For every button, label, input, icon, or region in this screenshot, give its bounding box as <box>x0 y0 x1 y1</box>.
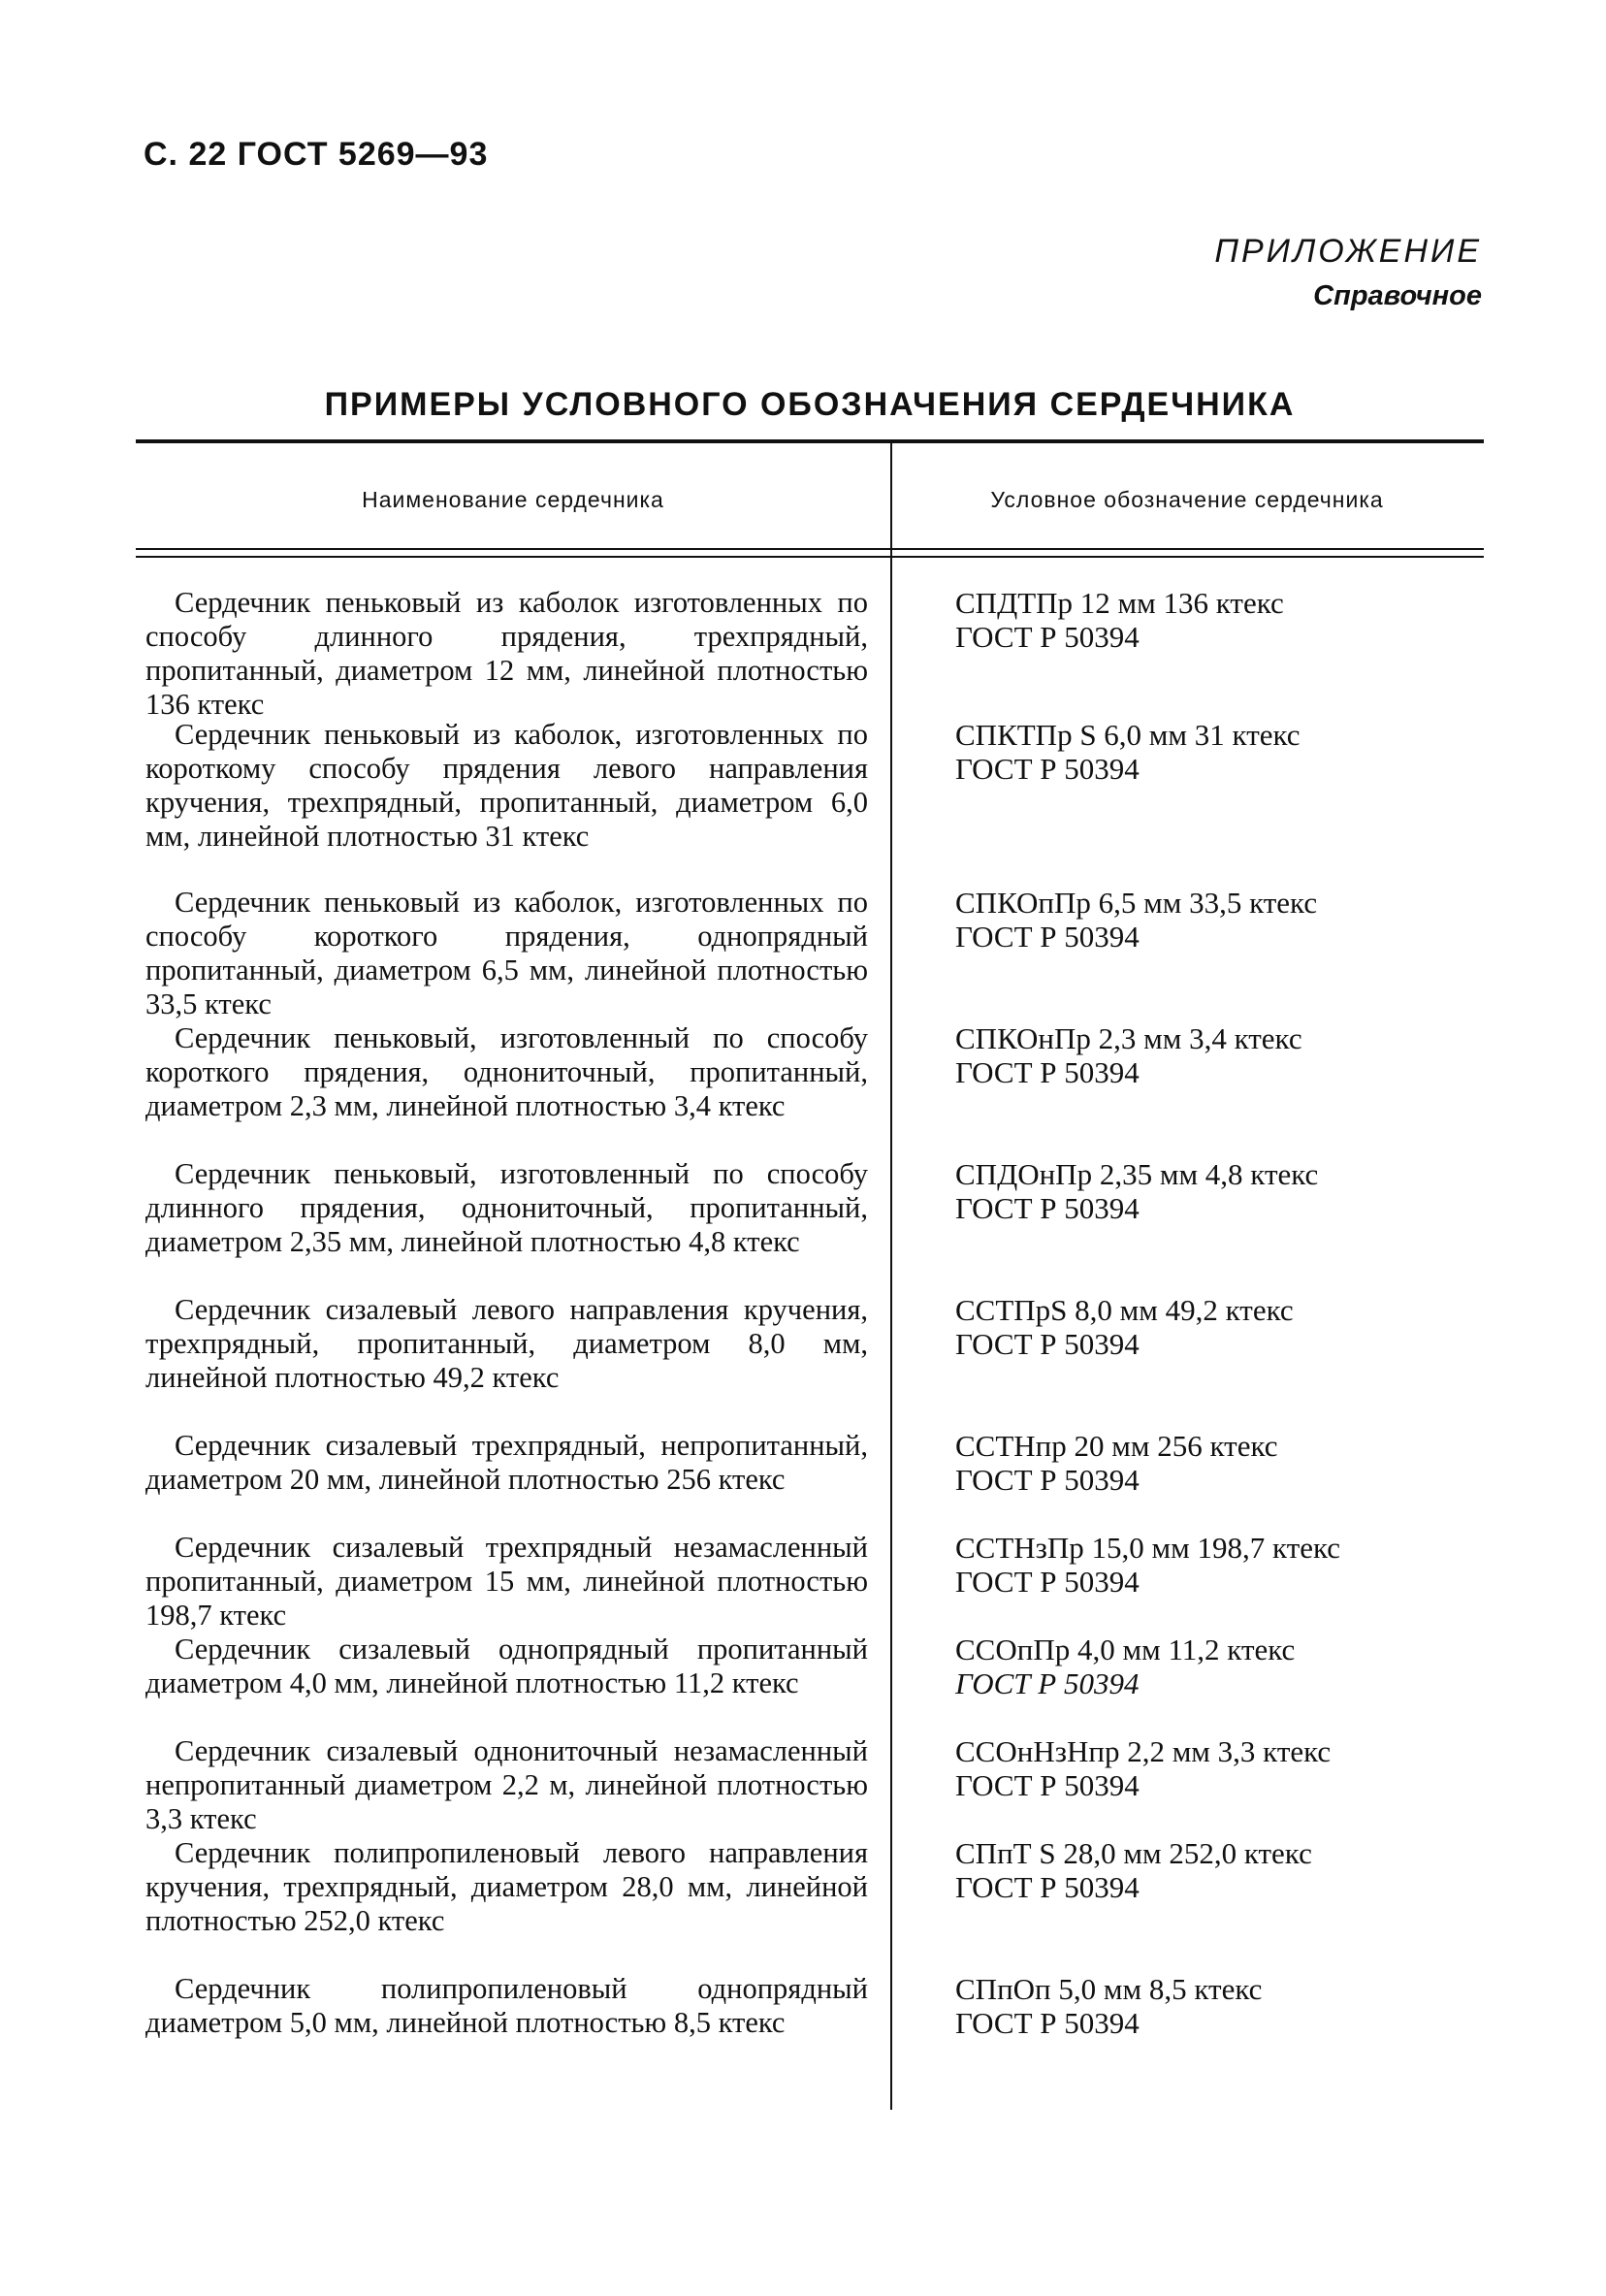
core-name: Сердечник сизалевый трехпрядный, непропитанный, диаметром 20 мм, линейной плотностью 256 ктекс <box>145 1429 868 1496</box>
appendix-label <box>1214 233 1482 312</box>
table-row <box>0 1429 1606 1531</box>
core-name: Сердечник полипропиленовый однопрядный диаметром 5,0 мм, линейной плотностью 8,5 ктекс <box>145 1972 868 2039</box>
designation-code: ССОпПр 4,0 мм 11,2 ктекс <box>955 1633 1296 1666</box>
designation-code: СПДОнПр 2,35 мм 4,8 ктекс <box>955 1157 1319 1191</box>
core-name: Сердечник пеньковый, изготовленный по способу длинного прядения, однониточный, пропитанный, диаметром 2,35 мм, линейной плотностью 4,8 ктекс <box>145 1157 868 1258</box>
header-double-rule <box>136 548 1484 558</box>
core-designation <box>955 1734 1498 1802</box>
page-header: С. 22 ГОСТ 5269—93 <box>144 136 489 173</box>
designation-standard: ГОСТ Р 50394 <box>955 2006 1140 2040</box>
table-row <box>0 1021 1606 1157</box>
table-row <box>0 1293 1606 1429</box>
table-row <box>0 718 1606 886</box>
designation-code: ССОнНзНпр 2,2 мм 3,3 ктекс <box>955 1734 1332 1768</box>
core-designation <box>955 1633 1498 1700</box>
table-row <box>0 1972 1606 2074</box>
appendix-title: ПРИЛОЖЕНИЕ <box>1214 233 1482 270</box>
core-name: Сердечник сизалевый однониточный незамасленный непропитанный диаметром 2,2 м, линейной плотностью 3,3 ктекс <box>145 1734 868 1835</box>
table-row <box>0 1633 1606 1734</box>
table-row <box>0 1531 1606 1633</box>
designation-standard: ГОСТ Р 50394 <box>955 1565 1140 1599</box>
core-name: Сердечник сизалевый трехпрядный незамасленный пропитанный, диаметром 15 мм, линейной плотностью 198,7 ктекс <box>145 1531 868 1632</box>
appendix-subtitle: Справочное <box>1313 280 1482 311</box>
designation-standard: ГОСТ Р 50394 <box>955 920 1140 954</box>
designation-code: СПКОпПр 6,5 мм 33,5 ктекс <box>955 886 1318 920</box>
core-designation <box>955 1429 1498 1497</box>
designation-code: СПпОп 5,0 мм 8,5 ктекс <box>955 1972 1263 2006</box>
designation-code: СПпТ S 28,0 мм 252,0 ктекс <box>955 1836 1312 1870</box>
designation-code: СПДТПр 12 мм 136 ктекс <box>955 586 1284 620</box>
core-name: Сердечник полипропиленовый левого направления кручения, трехпрядный, диаметром 28,0 мм, линейной плотностью 252,0 ктекс <box>145 1836 868 1937</box>
core-designation <box>955 586 1498 654</box>
column-header-designation: Условное обозначение сердечника <box>990 487 1384 512</box>
column-header-name: Наименование сердечника <box>362 487 664 512</box>
designation-code: ССТПрS 8,0 мм 49,2 ктекс <box>955 1293 1294 1327</box>
designation-code: ССТНзПр 15,0 мм 198,7 ктекс <box>955 1531 1341 1565</box>
table-row <box>0 886 1606 1021</box>
core-designation <box>955 1021 1498 1089</box>
table-row <box>0 586 1606 721</box>
core-name: Сердечник пеньковый из каболок изготовленных по способу длинного прядения, трехпрядный, пропитанный, диаметром 12 мм, линейной плотностью 136 ктекс <box>145 586 868 721</box>
core-designation <box>955 1293 1498 1361</box>
core-name: Сердечник сизалевый однопрядный пропитанный диаметром 4,0 мм, линейной плотностью 11,2 ктекс <box>145 1633 868 1699</box>
core-name: Сердечник сизалевый левого направления кручения, трехпрядный, пропитанный, диаметром 8,0 мм, линейной плотностью 49,2 ктекс <box>145 1293 868 1394</box>
core-name: Сердечник пеньковый, изготовленный по способу короткого прядения, однониточный, пропитанный, диаметром 2,3 мм, линейной плотностью 3,4 ктекс <box>145 1021 868 1122</box>
designation-code: ССТНпр 20 мм 256 ктекс <box>955 1429 1278 1463</box>
core-name: Сердечник пеньковый из каболок, изготовленных по короткому способу прядения левого направления кручения, трехпрядный, пропитанный, диаметром 6,0 мм, линейной плотностью 31 ктекс <box>145 718 868 853</box>
table-title: ПРИМЕРЫ УСЛОВНОГО ОБОЗНАЧЕНИЯ СЕРДЕЧНИКА <box>324 386 1296 423</box>
table-body <box>0 586 1606 2074</box>
designation-standard: ГОСТ Р 50394 <box>955 620 1140 654</box>
core-designation <box>955 1531 1498 1599</box>
table-row <box>0 1836 1606 1972</box>
core-designation <box>955 1836 1498 1904</box>
designation-code: СПКОнПр 2,3 мм 3,4 ктекс <box>955 1021 1302 1055</box>
designation-code: СПКТПр S 6,0 мм 31 ктекс <box>955 718 1301 752</box>
designation-standard: ГОСТ Р 50394 <box>955 1768 1140 1802</box>
designation-standard: ГОСТ Р 50394 <box>955 752 1140 786</box>
table-row <box>0 1157 1606 1293</box>
core-designation <box>955 1157 1498 1225</box>
core-designation <box>955 718 1498 786</box>
table-row <box>0 1734 1606 1836</box>
core-designation <box>955 886 1498 954</box>
designation-standard: ГОСТ Р 50394 <box>955 1191 1140 1225</box>
designation-standard: ГОСТ Р 50394 <box>955 1463 1140 1497</box>
designation-standard: ГОСТ Р 50394 <box>955 1327 1140 1361</box>
designation-standard: ГОСТ Р 50394 <box>955 1666 1140 1700</box>
core-name: Сердечник пеньковый из каболок, изготовленных по способу короткого прядения, однопрядный пропитанный, диаметром 6,5 мм, линейной плотностью 33,5 ктекс <box>145 886 868 1020</box>
designation-standard: ГОСТ Р 50394 <box>955 1870 1140 1904</box>
core-designation <box>955 1972 1498 2040</box>
designation-standard: ГОСТ Р 50394 <box>955 1055 1140 1089</box>
table-top-rule <box>136 439 1484 443</box>
